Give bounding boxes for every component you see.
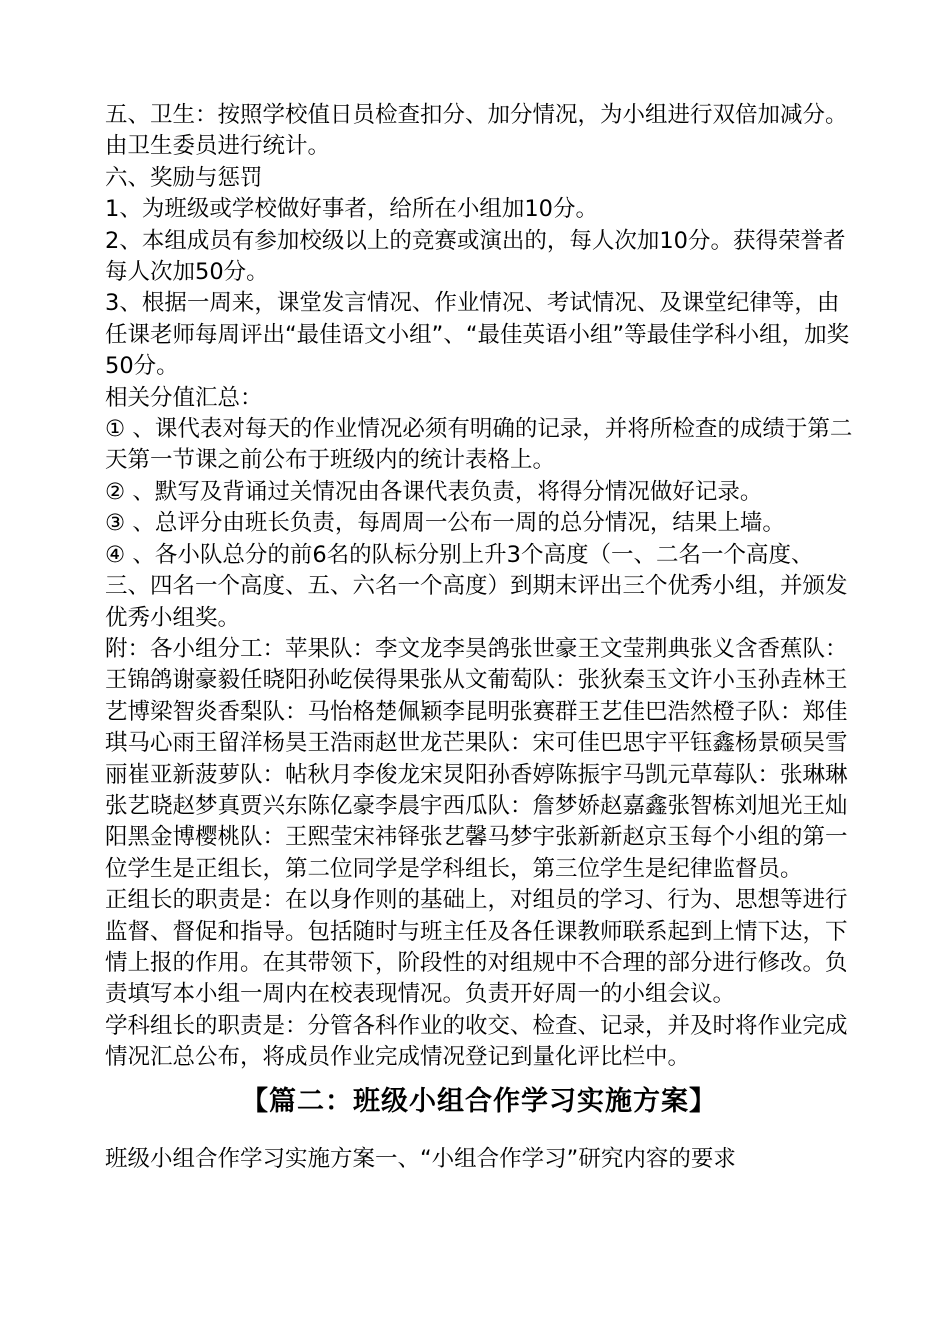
reward-heading: 六、奖励与惩罚 xyxy=(105,164,263,191)
reward-item-1: 1、为班级或学校做好事者，给所在小组加10分。 xyxy=(105,196,598,223)
reward-item-3: 3、根据一周来，课堂发言情况、作业情况、考试情况、及课堂纪律等，由任课老师每周评出“最佳语文小组”、“最佳英语小组”等最佳学科小组，加奖50分。 xyxy=(105,290,850,380)
hygiene-paragraph: 五、卫生：按照学校值日员检查扣分、加分情况，为小组进行双倍加减分。由卫生委员进行统计。 xyxy=(105,102,848,160)
score-rule-4: ④ 、各小队总分的前6名的队标分别上升3个高度（一、二名一个高度、三、四名一个高度、五、六名一个高度）到期末评出三个优秀小组，并颁发优秀小组奖。 xyxy=(105,541,848,631)
score-rule-3: ③ 、总评分由班长负责，每周周一公布一周的总分情况，结果上墙。 xyxy=(105,510,785,537)
score-rule-1: ① 、课代表对每天的作业情况必须有明确的记录，并将所检查的成绩于第二天第一节课之前公布于班级内的统计表格上。 xyxy=(105,416,853,474)
section-title: 【篇二：班级小组合作学习实施方案】 xyxy=(241,1085,717,1117)
reward-item-2: 2、本组成员有参加校级以上的竞赛或演出的，每人次加10分。获得荣誉者每人次加50分。 xyxy=(105,227,846,286)
section-intro: 班级小组合作学习实施方案一、“小组合作学习”研究内容的要求 xyxy=(105,1145,736,1172)
score-summary-heading: 相关分值汇总： xyxy=(105,384,263,411)
score-rule-2: ② 、默写及背诵过关情况由各课代表负责，将得分情况做好记录。 xyxy=(105,478,763,505)
group-assignment-paragraph: 附：各小组分工：苹果队：李文龙李昊鸽张世豪王文莹荆典张义含香蕉队：王锦鸽谢豪毅任晓阳孙屹侯得果张从文葡萄队：张狄秦玉文许小玉孙垚林王艺博梁智炎香梨队：马怡格楚佩颖李昆明张赛群王艺佳巴浩然橙子队：郑佳琪马心雨王留洋杨昊王浩雨赵世龙芒果队：宋可佳巴思宇平钰鑫杨景硕吴雪丽崔亚新菠萝队：帖秋月李俊龙宋炅阳孙香婷陈振宇马凯元草莓队：张琳琳张艺晓赵梦真贾兴东陈亿豪李晨宇西瓜队：詹梦娇赵嘉鑫张智栋刘旭光王灿阳黑金博樱桃队：王熙莹宋祎铎张艺馨马梦宇张新新赵京玉每个小组的第一位学生是正组长，第二位同学是学科组长，第三位学生是纪律监督员。 xyxy=(105,635,848,882)
group-leader-duties: 正组长的职责是：在以身作则的基础上，对组员的学习、行为、思想等进行监督、督促和指导。包括随时与班主任及各任课教师联系起到上情下达，下情上报的作用。在其带领下，阶段性的对组规中不合理的部分进行修改。负责填写本小组一周内在校表现情况。负责开好周一的小组会议。 xyxy=(105,887,848,1008)
document-page xyxy=(105,100,853,1175)
subject-leader-duties: 学科组长的职责是：分管各科作业的收交、检查、记录，并及时将作业完成情况汇总公布，将成员作业完成情况登记到量化评比栏中。 xyxy=(105,1012,848,1071)
